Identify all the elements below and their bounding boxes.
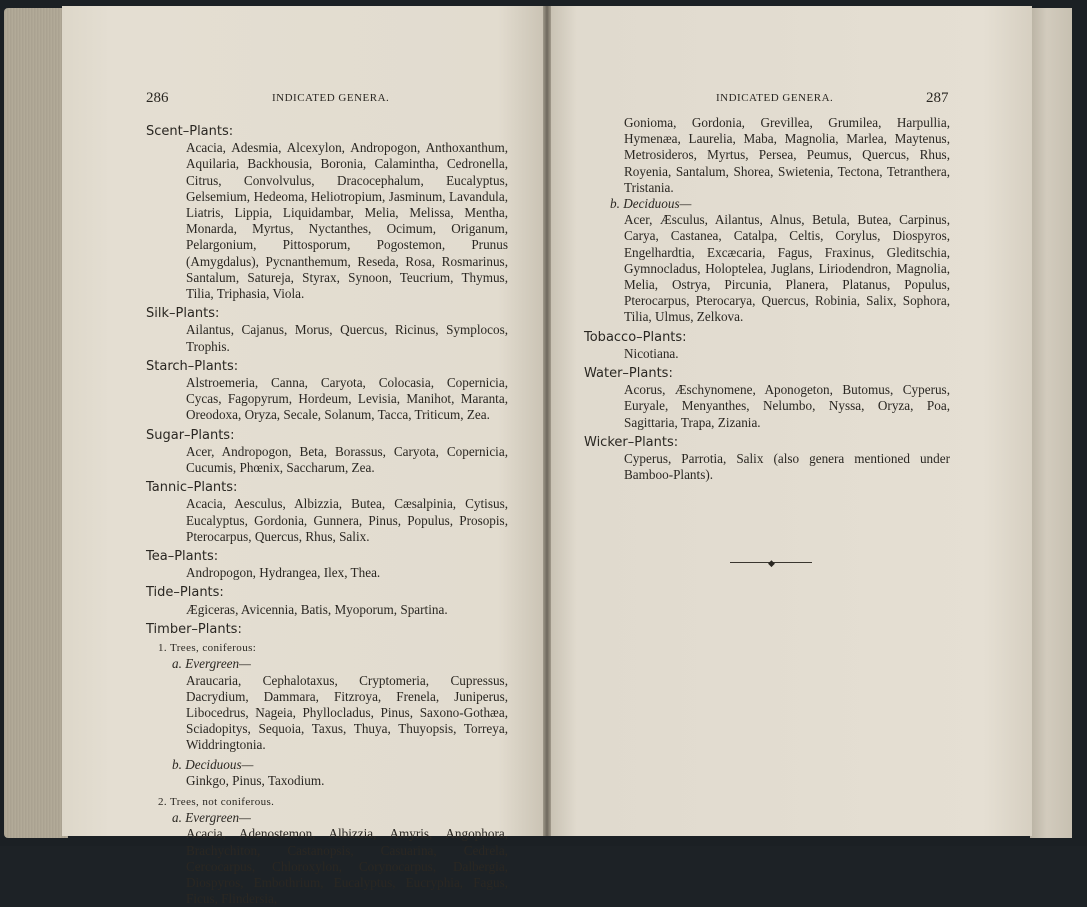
timber-subgroup-label: a. Evergreen— <box>172 810 251 826</box>
section-text: Acorus, Æschynomene, Aponogeton, Butomus, Cyperus, Euryale, Menyanthes, Nelumbo, Nyssa, Oryza, Poa, Sagittaria, Trapa, Zizania. <box>624 382 950 430</box>
section-heading: Scent–Plants: <box>146 124 234 139</box>
left-page-content <box>146 120 508 907</box>
timber-subgroup-text: Ginkgo, Pinus, Taxodium. <box>186 772 325 788</box>
section-heading: Timber–Plants: <box>146 621 242 637</box>
left-fore-edge <box>4 8 68 838</box>
section-text: Nicotiana. <box>624 345 679 361</box>
continued-text: Gonioma, Gordonia, Grevillea, Grumilea, Harpullia, Hymenæa, Laurelia, Maba, Magnolia, Marlea, Maytenus, Metrosideros, Myrtus, Persea, Peumus, Quercus, Rhus, Royenia, Santalum, Shorea, Swietenia, Tectona, Tetranthera, Tristania. <box>624 115 950 195</box>
timber-subgroup-text: Acacia, Adenostemon, Albizzia, Amyris, Angophora, Brachychiton, Castanopsis, Casuarina, Cedrela, Cercocarpus, Chloroxylon, Corynocarpus, Dalbergia, Diospyros, Embothrium, Eucalyptus, Eucryphia, Fagus, Ficus, Flindersia, <box>186 826 508 907</box>
right-page-content <box>584 115 950 483</box>
section-text: Acer, Andropogon, Beta, Borassus, Caryota, Copernicia, Cucumis, Phœnix, Saccharum, Zea. <box>186 443 508 476</box>
timber-subgroup-label: b. Deciduous— <box>172 756 254 772</box>
timber-group-label: 1. Trees, coniferous: <box>158 642 257 655</box>
section-text: Acacia, Aesculus, Albizzia, Butea, Cæsalpinia, Cytisus, Eucalyptus, Gordonia, Gunnera, Pinus, Populus, Prosopis, Pterocarpus, Quercus, Rhus, Salix. <box>186 496 508 544</box>
right-fore-edge <box>1030 8 1072 838</box>
section-heading: Wicker–Plants: <box>584 434 679 450</box>
left-running-head: INDICATED GENERA. <box>272 92 390 104</box>
timber-subgroup-text: Araucaria, Cephalotaxus, Cryptomeria, Cupressus, Dacrydium, Dammara, Fitzroya, Frenela, Juniperus, Libocedrus, Nageia, Phyllocladus, Pinus, Saxono-Gothæa, Sciadopitys, Sequoia, Taxus, Thuya, Thuyopsis, Torreya, Widdringtonia. <box>186 672 508 753</box>
timber-subgroup-text: Acer, Æsculus, Ailantus, Alnus, Betula, Butea, Carpinus, Carya, Castanea, Catalpa, Celtis, Corylus, Diospyros, Engelhardtia, Excæcaria, Fagus, Fraxinus, Gleditschia, Gymnocladus, Holoptelea, Juglans, Liriodendron, Magnolia, Melia, Ostrya, Pircunia, Planera, Platanus, Populus, Pterocarpus, Pterocarya, Quercus, Robinia, Salix, Sophora, Tilia, Ulmus, Zelkova. <box>624 212 950 325</box>
section-heading: Tobacco–Plants: <box>584 329 687 345</box>
section-heading: Tannic–Plants: <box>146 480 238 496</box>
section-text: Andropogon, Hydrangea, Ilex, Thea. <box>186 565 381 581</box>
section-text: Acacia, Adesmia, Alcexylon, Andropogon, Anthoxanthum, Aquilaria, Backhousia, Boronia, Calamintha, Cedronella, Citrus, Convolvulus, Dracocephalum, Eucalyptus, Gelsemium, Hedeoma, Heliotropium, Jasminum, Lavandula, Liatris, Lippia, Liquidambar, Melia, Melissa, Mentha, Monarda, Myrtus, Nyctanthes, Ocimum, Origanum, Pelargonium, Pittosporum, Pogostemon, Prunus (Amygdalus), Pycnanthemum, Reseda, Rosa, Rosmarinus, Santalum, Satureja, Styrax, Synoon, Teucrium, Thymus, Tilia, Triphasia, Viola. <box>186 140 508 302</box>
right-page-number: 287 <box>926 90 949 106</box>
section-text: Cyperus, Parrotia, Salix (also genera mentioned under Bamboo-Plants). <box>624 451 950 483</box>
timber-subgroup-label: a. Evergreen— <box>172 656 251 672</box>
left-page-number: 286 <box>146 90 169 106</box>
book-gutter <box>543 6 551 836</box>
section-text: Ægiceras, Avicennia, Batis, Myoporum, Spartina. <box>186 601 448 617</box>
section-text: Ailantus, Cajanus, Morus, Quercus, Ricinus, Symplocos, Trophis. <box>186 322 508 354</box>
timber-subgroup-label: b. Deciduous— <box>610 196 692 212</box>
section-heading: Tea–Plants: <box>146 549 219 565</box>
section-heading: Tide–Plants: <box>146 585 224 601</box>
end-ornament-diamond: ◆ <box>768 558 775 568</box>
section-heading: Silk–Plants: <box>146 306 220 322</box>
right-running-head: INDICATED GENERA. <box>716 92 834 104</box>
section-text: Alstroemeria, Canna, Caryota, Colocasia, Copernicia, Cycas, Fagopyrum, Hordeum, Levisia, Manihot, Maranta, Oreodoxa, Oryza, Secale, Solanum, Tacca, Triticum, Zea. <box>186 375 508 423</box>
section-heading: Sugar–Plants: <box>146 427 235 443</box>
section-heading: Starch–Plants: <box>146 358 239 374</box>
section-heading: Water–Plants: <box>584 366 673 382</box>
timber-group-label: 2. Trees, not coniferous. <box>158 795 275 808</box>
